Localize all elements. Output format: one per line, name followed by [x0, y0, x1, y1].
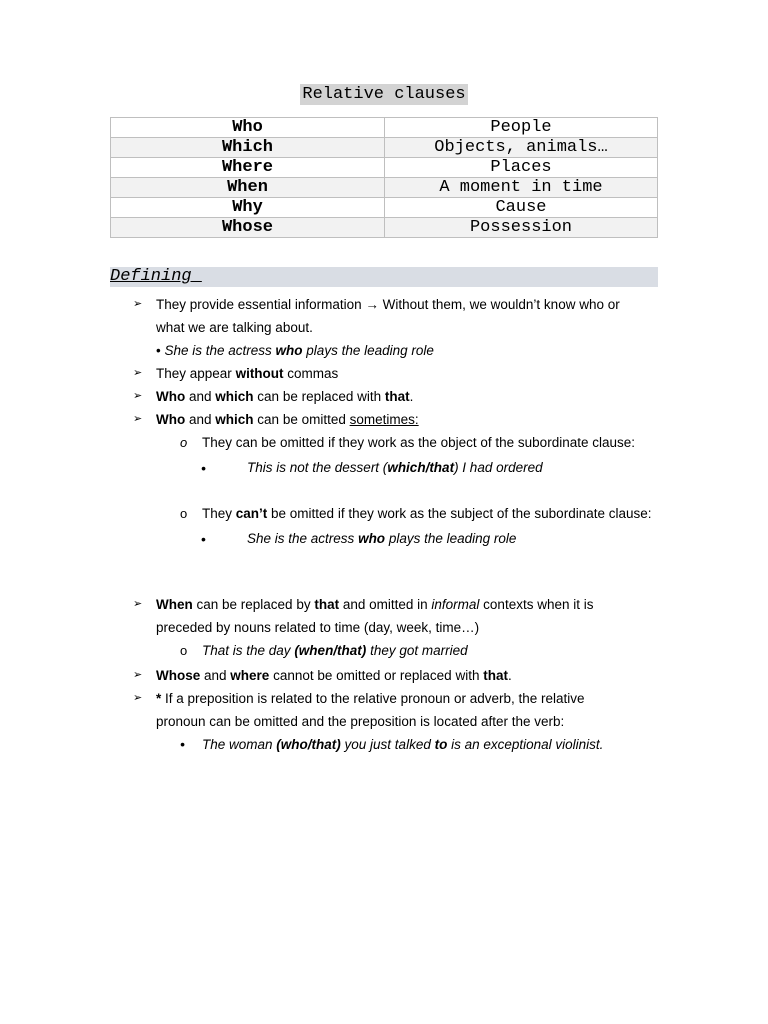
pronoun-cell: Whose — [111, 218, 385, 238]
example-sentence: She is the actress who plays the leading role — [247, 531, 517, 546]
list-item-continuation: what we are talking about. — [156, 320, 313, 335]
use-cell: Possession — [385, 218, 658, 238]
table-row — [111, 118, 658, 138]
bullet-icon: • — [201, 531, 206, 547]
table-row — [111, 138, 658, 158]
list-item-continuation: pronoun can be omitted and the preposition is located after the verb: — [156, 714, 565, 729]
use-cell: People — [385, 118, 658, 138]
example-sentence: • She is the actress who plays the leading role — [156, 343, 434, 358]
example-sentence: The woman (who/that) you just talked to is an exceptional violinist. — [202, 737, 604, 752]
section-heading: Defining — [110, 267, 202, 286]
arrow-bullet-icon: ➢ — [133, 598, 143, 610]
list-item-continuation: preceded by nouns related to time (day, week, time…) — [156, 620, 480, 635]
relative-pronoun-table — [110, 117, 658, 238]
bullet-icon: • — [180, 736, 185, 752]
document-title: Relative clauses — [302, 85, 466, 104]
arrow-bullet-icon: ➢ — [133, 298, 143, 310]
sub-list-item: They can be omitted if they work as the object of the subordinate clause: — [202, 435, 635, 450]
circle-bullet-icon: o — [180, 435, 188, 450]
table-row — [111, 218, 658, 238]
asterisk-icon: * — [156, 691, 162, 706]
circle-bullet-icon: o — [180, 643, 188, 658]
pronoun-cell: Which — [111, 138, 385, 158]
sub-list-item: They can’t be omitted if they work as the subject of the subordinate clause: — [202, 506, 652, 521]
bullet-icon: • — [156, 343, 161, 358]
use-cell: Cause — [385, 198, 658, 218]
bullet-icon: • — [201, 460, 206, 476]
arrow-bullet-icon: ➢ — [133, 390, 143, 402]
list-item: * If a preposition is related to the relative pronoun or adverb, the relative — [156, 691, 585, 706]
table-row — [111, 158, 658, 178]
table-row — [111, 178, 658, 198]
arrow-bullet-icon: ➢ — [133, 692, 143, 704]
arrow-bullet-icon: ➢ — [133, 367, 143, 379]
pronoun-cell: Why — [111, 198, 385, 218]
list-item: They provide essential information → Without them, we wouldn’t know who or — [156, 297, 620, 312]
arrow-bullet-icon: ➢ — [133, 669, 143, 681]
list-item: When can be replaced by that and omitted in informal contexts when it is — [156, 597, 594, 612]
use-cell: A moment in time — [385, 178, 658, 198]
pronoun-cell: Where — [111, 158, 385, 178]
use-cell: Places — [385, 158, 658, 178]
arrow-right-icon: → — [365, 297, 379, 312]
list-item: Whose and where cannot be omitted or replaced with that. — [156, 668, 512, 683]
pronoun-cell: When — [111, 178, 385, 198]
circle-bullet-icon: o — [180, 506, 188, 521]
example-sentence: This is not the dessert (which/that) I had ordered — [247, 460, 543, 475]
table-row — [111, 198, 658, 218]
arrow-bullet-icon: ➢ — [133, 413, 143, 425]
list-item: Who and which can be omitted sometimes: — [156, 412, 419, 427]
section-heading-bar — [110, 267, 658, 287]
pronoun-cell: Who — [111, 118, 385, 138]
title-container — [0, 84, 768, 105]
list-item: They appear without commas — [156, 366, 339, 381]
list-item: Who and which can be replaced with that. — [156, 389, 414, 404]
example-sentence: That is the day (when/that) they got married — [202, 643, 468, 658]
use-cell: Objects, animals… — [385, 138, 658, 158]
